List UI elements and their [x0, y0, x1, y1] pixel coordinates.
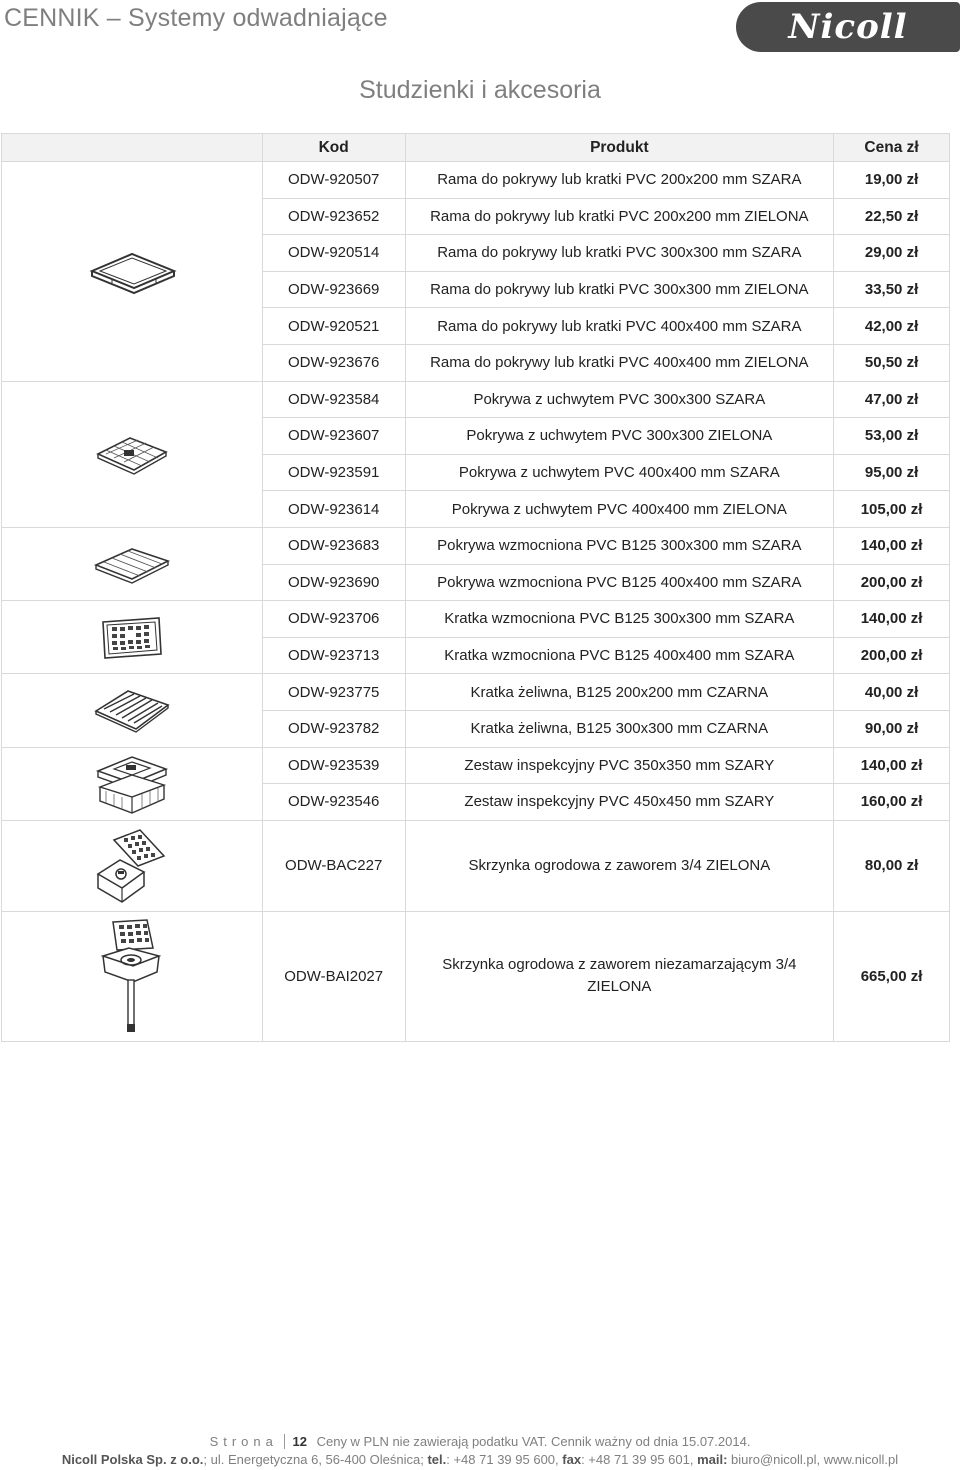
row-code: ODW-923539	[262, 747, 405, 784]
row-product: Kratka żeliwna, B125 200x200 mm CZARNA	[405, 674, 834, 711]
table-row	[2, 162, 950, 199]
row-code: ODW-920521	[262, 308, 405, 345]
row-code: ODW-923652	[262, 198, 405, 235]
row-price: 160,00 zł	[834, 784, 950, 821]
footer-line-2	[0, 1452, 960, 1467]
header-price: Cena zł	[834, 134, 950, 162]
nicoll-logo: Nicoll	[736, 2, 960, 52]
table-row	[2, 674, 950, 711]
header-image-cell	[2, 134, 263, 162]
table-row	[2, 911, 950, 1041]
frost-free-box-image-cell	[2, 911, 263, 1041]
row-price: 90,00 zł	[834, 710, 950, 747]
row-product: Pokrywa wzmocniona PVC B125 300x300 mm SZARA	[405, 527, 834, 564]
header-product: Produkt	[405, 134, 834, 162]
row-price: 19,00 zł	[834, 162, 950, 199]
row-price: 53,00 zł	[834, 418, 950, 455]
row-product: Rama do pokrywy lub kratki PVC 300x300 mm SZARA	[405, 235, 834, 272]
footer-line-1	[0, 1434, 960, 1449]
row-product: Rama do pokrywy lub kratki PVC 400x400 mm ZIELONA	[405, 344, 834, 381]
table-header-row	[2, 134, 950, 162]
table-row	[2, 747, 950, 784]
frost-free-box-product-image	[97, 916, 167, 1036]
row-price: 40,00 zł	[834, 674, 950, 711]
row-code: ODW-923614	[262, 491, 405, 528]
header-code: Kod	[262, 134, 405, 162]
inspection-set-image-cell	[2, 747, 263, 820]
row-price: 42,00 zł	[834, 308, 950, 345]
frame-image-cell	[2, 162, 263, 382]
row-product: Zestaw inspekcyjny PVC 450x450 mm SZARY	[405, 784, 834, 821]
row-product: Rama do pokrywy lub kratki PVC 200x200 mm SZARA	[405, 162, 834, 199]
row-price: 22,50 zł	[834, 198, 950, 235]
row-product-line2: ZIELONA	[587, 978, 652, 996]
row-product: Rama do pokrywy lub kratki PVC 300x300 mm ZIELONA	[405, 271, 834, 308]
garden-box-product-image	[92, 826, 172, 906]
row-price: 140,00 zł	[834, 527, 950, 564]
footer-strona-label: Strona	[209, 1434, 278, 1449]
footer-address: ; ul. Energetyczna 6, 56-400 Oleśnica;	[203, 1452, 428, 1467]
row-code: ODW-923683	[262, 527, 405, 564]
cover-image-cell	[2, 381, 263, 527]
row-code: ODW-923676	[262, 344, 405, 381]
cast-iron-grate-product-image	[92, 685, 172, 735]
row-product: Kratka wzmocniona PVC B125 400x400 mm SZARA	[405, 637, 834, 674]
row-product: Kratka wzmocniona PVC B125 300x300 mm SZARA	[405, 601, 834, 638]
table-row	[2, 381, 950, 418]
row-price: 140,00 zł	[834, 747, 950, 784]
footer-mail: biuro@nicoll.pl, www.nicoll.pl	[727, 1452, 899, 1467]
row-price: 200,00 zł	[834, 564, 950, 601]
row-product: Zestaw inspekcyjny PVC 350x350 mm SZARY	[405, 747, 834, 784]
row-code: ODW-923713	[262, 637, 405, 674]
row-price: 33,50 zł	[834, 271, 950, 308]
row-product: Kratka żeliwna, B125 300x300 mm CZARNA	[405, 710, 834, 747]
row-product: Pokrywa z uchwytem PVC 300x300 ZIELONA	[405, 418, 834, 455]
cover-product-image	[92, 432, 172, 477]
row-code: ODW-923584	[262, 381, 405, 418]
footer-note: Ceny w PLN nie zawierają podatku VAT. Cennik ważny od dnia 15.07.2014.	[316, 1434, 751, 1449]
price-table	[1, 133, 950, 1042]
row-code: ODW-BAI2027	[262, 911, 405, 1041]
row-price: 47,00 zł	[834, 381, 950, 418]
row-product: Skrzynka ogrodowa z zaworem 3/4 ZIELONA	[405, 820, 834, 911]
row-price: 200,00 zł	[834, 637, 950, 674]
page-header-title: CENNIK – Systemy odwadniające	[4, 4, 388, 32]
row-product: Rama do pokrywy lub kratki PVC 400x400 mm SZARA	[405, 308, 834, 345]
row-product-line1: Skrzynka ogrodowa z zaworem niezamarzającym 3/4	[442, 956, 797, 974]
reinforced-cover-image-cell	[2, 527, 263, 600]
row-price: 105,00 zł	[834, 491, 950, 528]
table-row	[2, 601, 950, 638]
row-code: ODW-923546	[262, 784, 405, 821]
reinforced-grate-image-cell	[2, 601, 263, 674]
row-product: Rama do pokrywy lub kratki PVC 200x200 mm ZIELONA	[405, 198, 834, 235]
garden-box-image-cell	[2, 820, 263, 911]
footer-tel-label: tel.	[427, 1452, 447, 1467]
row-code: ODW-923775	[262, 674, 405, 711]
footer-fax-label: fax	[562, 1452, 582, 1467]
row-code: ODW-923706	[262, 601, 405, 638]
footer-mail-label: mail:	[697, 1452, 728, 1467]
row-code: ODW-923607	[262, 418, 405, 455]
footer-tel: : +48 71 39 95 600,	[446, 1452, 563, 1467]
row-code: ODW-920514	[262, 235, 405, 272]
row-product: Pokrywa z uchwytem PVC 400x400 mm ZIELONA	[405, 491, 834, 528]
row-price: 50,50 zł	[834, 344, 950, 381]
cast-iron-grate-image-cell	[2, 674, 263, 747]
row-code: ODW-923690	[262, 564, 405, 601]
row-code: ODW-920507	[262, 162, 405, 199]
row-code: ODW-923782	[262, 710, 405, 747]
row-product: Pokrywa z uchwytem PVC 400x400 mm SZARA	[405, 454, 834, 491]
table-row	[2, 527, 950, 564]
row-price: 95,00 zł	[834, 454, 950, 491]
section-title: Studzienki i akcesoria	[359, 76, 601, 104]
row-code: ODW-BAC227	[262, 820, 405, 911]
footer-page-number: 12	[284, 1434, 307, 1449]
reinforced-grate-product-image	[97, 612, 167, 662]
footer-company: Nicoll Polska Sp. z o.o.	[61, 1452, 204, 1467]
row-product: Pokrywa wzmocniona PVC B125 400x400 mm SZARA	[405, 564, 834, 601]
row-price: 665,00 zł	[834, 911, 950, 1041]
row-product-multiline	[405, 911, 834, 1041]
row-product: Pokrywa z uchwytem PVC 300x300 SZARA	[405, 381, 834, 418]
frame-product-image	[82, 246, 182, 296]
row-code: ODW-923591	[262, 454, 405, 491]
row-price: 80,00 zł	[834, 820, 950, 911]
reinforced-cover-product-image	[92, 543, 172, 585]
row-code: ODW-923669	[262, 271, 405, 308]
footer-fax: : +48 71 39 95 601,	[581, 1452, 698, 1467]
table-row	[2, 820, 950, 911]
row-price: 29,00 zł	[834, 235, 950, 272]
row-price: 140,00 zł	[834, 601, 950, 638]
inspection-set-product-image	[92, 753, 172, 815]
